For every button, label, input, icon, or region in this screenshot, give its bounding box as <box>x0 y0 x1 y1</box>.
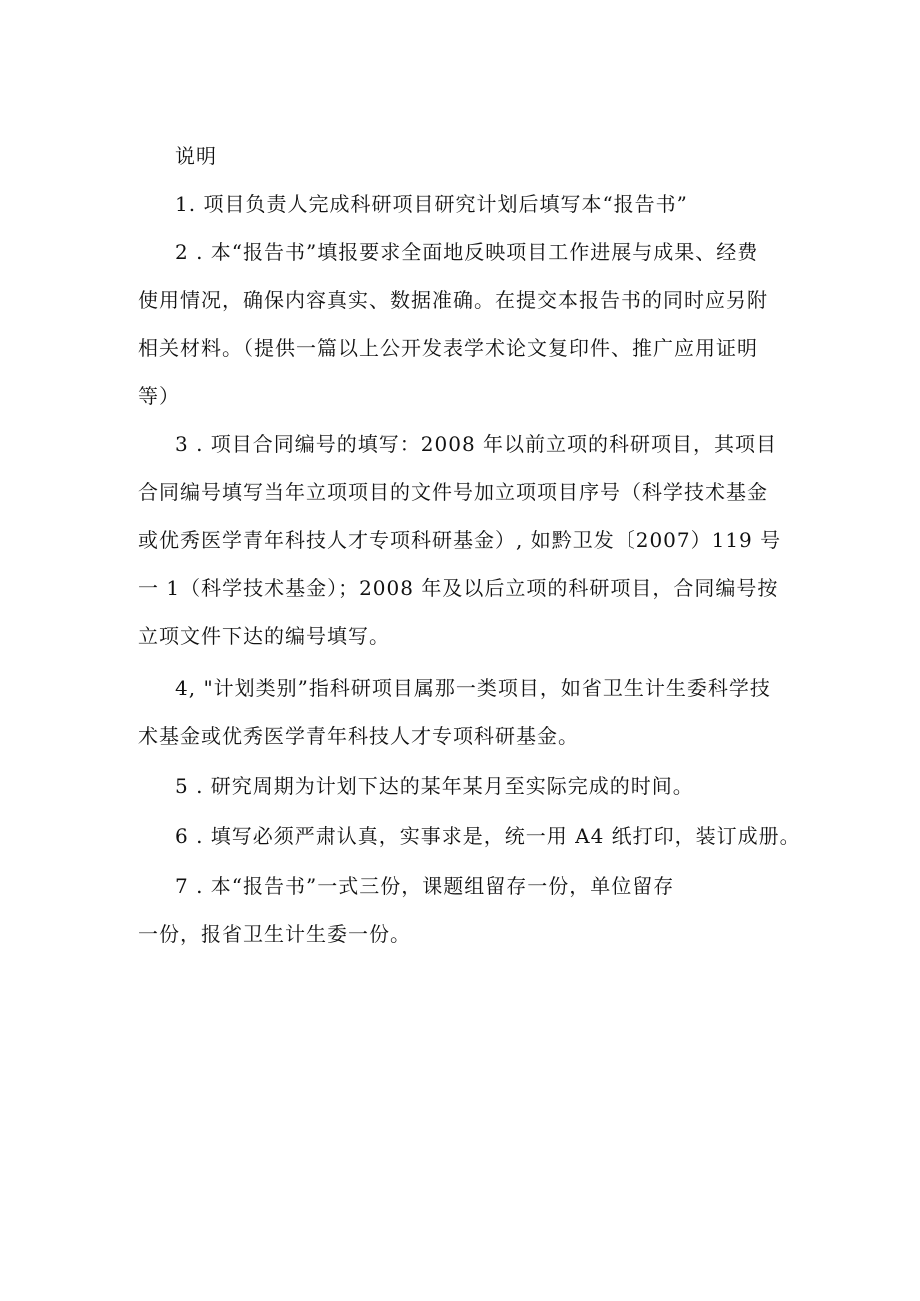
item-6-line-1: 6 . 填写必须严肃认真，实事求是，统一用 A4 纸打印，装订成册。 <box>175 824 801 848</box>
item-2-line-3: 相关材料。（提供一篇以上公开发表学术论文复印件、推广应用证明 <box>138 336 758 360</box>
item-3-line-4: 一 1（科学技术基金）；2008 年及以后立项的科研项目，合同编号按 <box>138 576 779 600</box>
item-7-line-2: 一份，报省卫生计生委一份。 <box>138 922 411 946</box>
item-3-line-1: 3 . 项目合同编号的填写：2008 年以前立项的科研项目，其项目 <box>175 432 778 456</box>
item-3-line-5: 立项文件下达的编号填写。 <box>138 624 390 648</box>
item-2-line-1: 2 . 本“报告书”填报要求全面地反映项目工作进展与成果、经费 <box>175 240 759 264</box>
item-7-line-1: 7 . 本“报告书”一式三份，课题组留存一份，单位留存 <box>175 874 675 898</box>
item-3-line-3: 或优秀医学青年科技人才专项科研基金）, 如黔卫发〔2007）119 号 <box>138 528 782 552</box>
item-2-line-2: 使用情况，确保内容真实、数据准确。在提交本报告书的同时应另附 <box>138 288 768 312</box>
item-5-line-1: 5 . 研究周期为计划下达的某年某月至实际完成的时间。 <box>175 774 694 798</box>
page-heading: 说明 <box>175 144 217 168</box>
item-3-line-2: 合同编号填写当年立项项目的文件号加立项项目序号（科学技术基金 <box>138 480 768 504</box>
item-2-line-4: 等） <box>138 384 180 408</box>
item-4-line-2: 术基金或优秀医学青年科技人才专项科研基金。 <box>138 724 579 748</box>
item-4-line-1: 4, "计划类别”指科研项目属那一类项目，如省卫生计生委科学技 <box>175 676 771 700</box>
item-1-line-1: 1. 项目负责人完成科研项目研究计划后填写本“报告书” <box>175 192 688 216</box>
